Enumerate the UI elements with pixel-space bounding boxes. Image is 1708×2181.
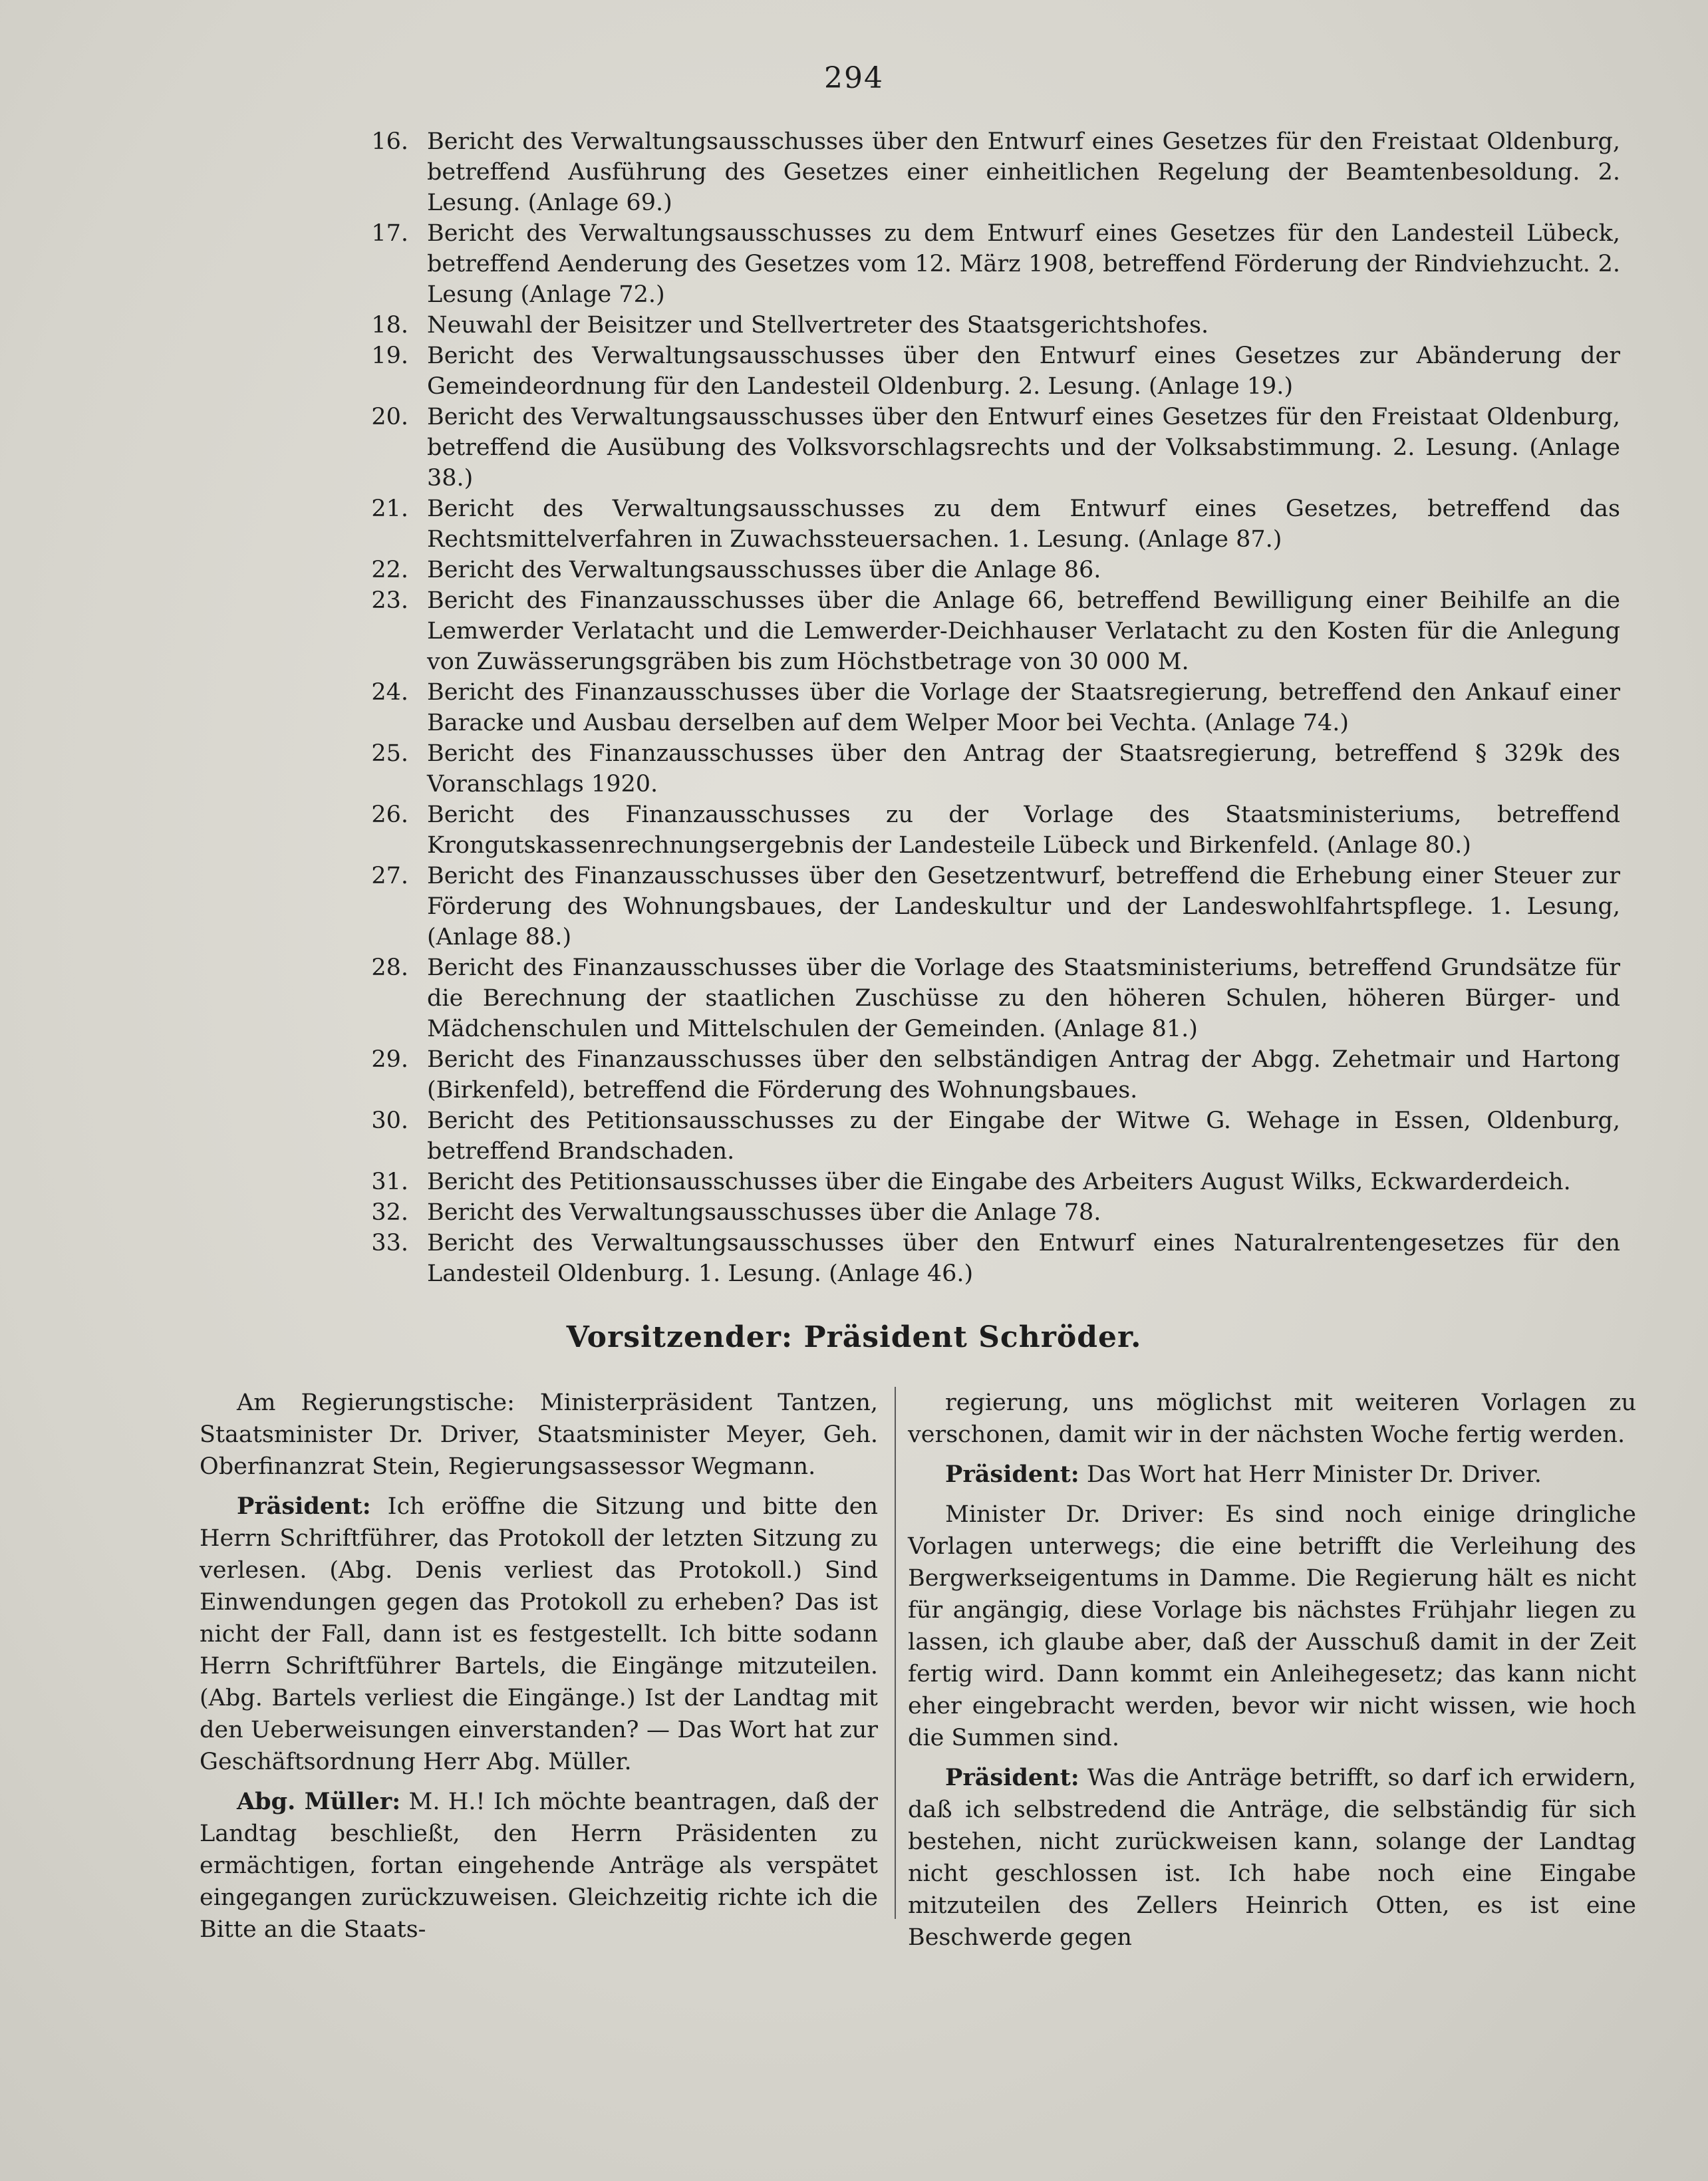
agenda-number: 18. [371,312,408,339]
paragraph [908,1762,1636,1954]
speaker-label: Präsident: [237,1493,371,1520]
agenda-number: 31. [371,1169,408,1195]
paragraph [200,1387,878,1483]
right-column [908,1387,1636,1962]
agenda-number: 25. [371,740,408,767]
agenda-item [346,1167,1620,1197]
paragraph-text: Minister Dr. Driver: Es sind noch einige dringliche Vorlagen unterwegs; die eine betrifft die Verleihung des Bergwerkseigentums in Damme. Die Regierung hält es nicht für angängig, diese Vorlage bis nächstes Frühjahr liegen zu lassen, ich glaube aber, daß der Ausschuß damit in der Zeit fertig wird. Dann kommt ein Anleihegesetz; das kann nicht eher eingebracht werden, bevor wir nicht wissen, wie hoch die Summen sind. [908,1501,1636,1751]
agenda-number: 22. [371,557,408,583]
agenda-item [346,952,1620,1044]
agenda-item [346,494,1620,555]
agenda-number: 17. [371,220,408,247]
agenda-number: 23. [371,587,408,614]
speaker-label: Präsident: [945,1764,1079,1791]
agenda-text: Bericht des Verwaltungsausschusses über die Anlage 86. [427,557,1101,583]
agenda-text: Bericht des Finanzausschusses über die Anlage 66, betreffend Bewilligung einer Beihilfe an die Lemwerder Verlatacht und die Lemwerder-Deichhauser Verlatacht zu den Kosten für die Anlegung von Zuwässerungsgräben bis zum Höchstbetrage von 30 000 M. [427,587,1620,675]
agenda-text: Bericht des Finanzausschusses über die Vorlage des Staatsministeriums, betreffend Grundsätze für die Berechnung der staatlichen Zuschüsse zu den höheren Schulen, höheren Bürger- und Mädchenschulen und Mittelschulen der Gemeinden. (Anlage 81.) [427,954,1620,1042]
agenda-text: Bericht des Finanzausschusses über die Vorlage der Staatsregierung, betreffend den Ankauf einer Baracke und Ausbau derselben auf dem Welper Moor bei Vechta. (Anlage 74.) [427,679,1620,736]
paragraph-text: Am Regierungstische: Ministerpräsident Tantzen, Staatsminister Dr. Driver, Staatsminister Meyer, Geh. Oberfinanzrat Stein, Regierungsassessor Wegmann. [200,1389,878,1480]
agenda-text: Bericht des Petitionsausschusses zu der Eingabe der Witwe G. Wehage in Essen, Oldenburg, betreffend Brandschaden. [427,1107,1620,1165]
agenda-item [346,585,1620,677]
agenda-number: 30. [371,1107,408,1134]
agenda-item [346,1197,1620,1228]
paragraph-text: Was die Anträge betrifft, so darf ich erwidern, daß ich selbstredend die Anträge, die selbständig für sich bestehen, nicht zurückweisen kann, solange der Landtag nicht geschlossen ist. Ich habe noch eine Eingabe mitzuteilen des Zellers Heinrich Otten, es ist eine Beschwerde gegen [908,1765,1636,1951]
paragraph-text: Ich eröffne die Sitzung und bitte den Herrn Schriftführer, das Protokoll der letzten Sitzung zu verlesen. (Abg. Denis verliest das Protokoll.) Sind Einwendungen gegen das Protokoll zu erheben? Das ist nicht der Fall, dann ist es festgestellt. Ich bitte sodann Herrn Schriftführer Bartels, die Eingänge mitzuteilen. (Abg. Bartels verliest die Eingänge.) Ist der Landtag mit den Ueberweisungen einverstanden? — Das Wort hat zur Geschäftsordnung Herr Abg. Müller. [200,1493,878,1775]
paragraph-text: Das Wort hat Herr Minister Dr. Driver. [1079,1461,1542,1488]
agenda-number: 21. [371,496,408,522]
agenda-text: Bericht des Verwaltungsausschusses über die Anlage 78. [427,1199,1101,1226]
agenda-text: Bericht des Petitionsausschusses über die Eingabe des Arbeiters August Wilks, Eckwarderdeich. [427,1169,1571,1195]
paragraph-text: regierung, uns möglichst mit weiteren Vorlagen zu verschonen, damit wir in der nächsten Woche fertig werden. [908,1389,1636,1448]
agenda-number: 24. [371,679,408,706]
page-number: 294 [824,61,884,95]
agenda-item [346,218,1620,310]
agenda-number: 20. [371,404,408,430]
agenda-number: 16. [371,128,408,155]
agenda-text: Bericht des Verwaltungsausschusses über den Entwurf eines Gesetzes für den Freistaat Oldenburg, betreffend Ausführung des Gesetzes einer einheitlichen Regelung der Beamtenbesoldung. 2. Lesung. (Anlage 69.) [427,128,1620,216]
agenda-number: 27. [371,863,408,889]
agenda-item [346,738,1620,800]
agenda-item [346,310,1620,341]
agenda-text: Bericht des Verwaltungsausschusses zu dem Entwurf eines Gesetzes für den Landesteil Lübeck, betreffend Aenderung des Gesetzes vom 12. März 1908, betreffend Förderung der Rindviehzucht. 2. Lesung (Anlage 72.) [427,220,1620,308]
agenda-item [346,1228,1620,1289]
agenda-text: Bericht des Verwaltungsausschusses zu dem Entwurf eines Gesetzes, betreffend das Rechtsmittelverfahren in Zuwachssteuersachen. 1. Lesung. (Anlage 87.) [427,496,1620,553]
agenda-text: Bericht des Verwaltungsausschusses über den Entwurf eines Naturalrentengesetzes für den Landesteil Oldenburg. 1. Lesung. (Anlage 46.) [427,1230,1620,1287]
agenda-number: 28. [371,954,408,981]
agenda-item [346,341,1620,402]
agenda-item [346,126,1620,218]
paragraph [200,1491,878,1778]
agenda-text: Bericht des Finanzausschusses über den selbständigen Antrag der Abgg. Zehetmair und Hartong (Birkenfeld), betreffend die Förderung des Wohnungsbaues. [427,1046,1620,1103]
paragraph [908,1459,1636,1491]
agenda-item [346,861,1620,952]
agenda-text: Bericht des Verwaltungsausschusses über den Entwurf eines Gesetzes für den Freistaat Oldenburg, betreffend die Ausübung des Volksvorschlagsrechts und der Volksabstimmung. 2. Lesung. (Anlage 38.) [427,404,1620,492]
agenda-item [346,1044,1620,1105]
paragraph [200,1786,878,1946]
agenda-item [346,402,1620,494]
agenda-text: Bericht des Finanzausschusses zu der Vorlage des Staatsministeriums, betreffend Krongutskassenrechnungsergebnis der Landesteile Lübeck und Birkenfeld. (Anlage 80.) [427,801,1620,859]
agenda-item [346,555,1620,585]
agenda-text: Neuwahl der Beisitzer und Stellvertreter des Staatsgerichtshofes. [427,312,1209,339]
agenda-number: 29. [371,1046,408,1073]
agenda-list [346,126,1620,1289]
agenda-item [346,1105,1620,1167]
agenda-item [346,677,1620,738]
paragraph-text: M. H.! Ich möchte beantragen, daß der Landtag beschließt, den Herrn Präsidenten zu ermächtigen, fortan eingehende Anträge als verspätet eingegangen zurückzuweisen. Gleichzeitig richte ich die Bitte an die Staats- [200,1789,878,1943]
agenda-text: Bericht des Verwaltungsausschusses über den Entwurf eines Gesetzes zur Abänderung der Gemeindeordnung für den Landesteil Oldenburg. 2. Lesung. (Anlage 19.) [427,343,1620,400]
paragraph [908,1499,1636,1754]
agenda-number: 33. [371,1230,408,1256]
agenda-number: 26. [371,801,408,828]
agenda-item [346,800,1620,861]
speaker-label: Abg. Müller: [237,1788,401,1815]
agenda-text: Bericht des Finanzausschusses über den Antrag der Staatsregierung, betreffend § 329k des Voranschlags 1920. [427,740,1620,798]
agenda-number: 32. [371,1199,408,1226]
agenda-number: 19. [371,343,408,369]
chair-heading: Vorsitzender: Präsident Schröder. [566,1320,1142,1354]
speaker-label: Präsident: [945,1461,1079,1488]
paragraph [908,1387,1636,1451]
agenda-text: Bericht des Finanzausschusses über den Gesetzentwurf, betreffend die Erhebung einer Steuer zur Förderung des Wohnungsbaues, der Landeskultur und der Landeswohlfahrtspflege. 1. Lesung, (Anlage 88.) [427,863,1620,950]
column-divider [895,1387,896,1919]
left-column [200,1387,878,1954]
